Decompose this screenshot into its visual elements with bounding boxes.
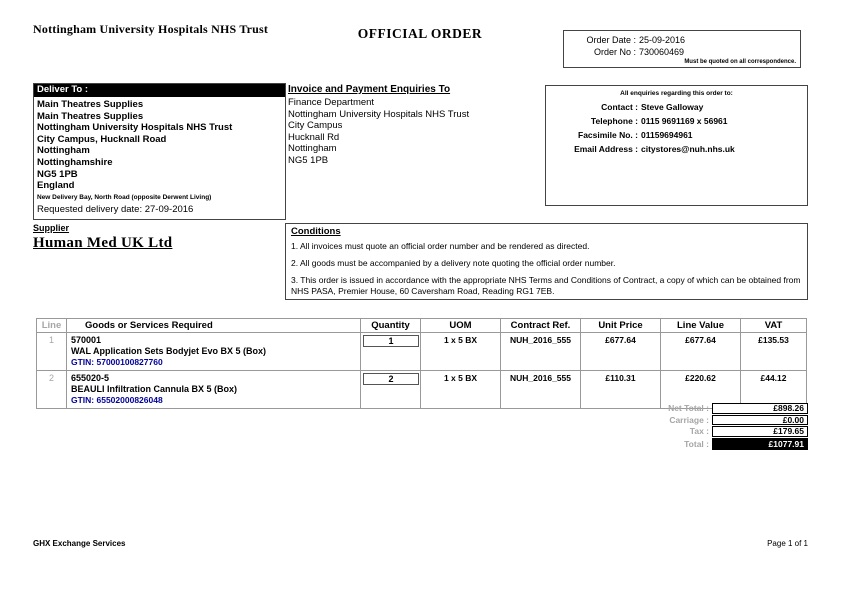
condition-item: 2. All goods must be accompanied by a delivery note quoting the official order number. [291,258,616,268]
condition-item: 1. All invoices must quote an official order number and be rendered as directed. [291,241,590,251]
unit-price-value: £110.31 [581,371,661,409]
carriage-value: £0.00 [712,415,808,426]
unit-price-value: £677.64 [581,333,661,371]
col-header-line-value: Line Value [661,319,741,333]
col-header-contract-ref: Contract Ref. [501,319,581,333]
invoice-enquiries-line: Nottingham [288,143,337,155]
uom-value: 1 x 5 BX [421,333,501,371]
deliver-to-heading: Deliver To : [34,84,285,97]
facsimile-value: 01159694961 [641,130,693,140]
col-header-goods: Goods or Services Required [67,319,361,333]
order-items-table [36,318,807,409]
tax-value: £179.65 [712,426,808,437]
totals-section [645,403,808,451]
order-no-value: 730060469 [639,47,685,57]
carriage-label: Carriage : [669,414,709,425]
telephone-label: Telephone : [590,116,638,126]
deliver-to-line: City Campus, Hucknall Road [37,133,167,145]
invoice-enquiries-section [288,84,540,167]
order-info-box [563,30,801,68]
order-date-label: Order Date : [586,35,636,45]
line-value: £220.62 [661,371,741,409]
deliver-to-line: Nottinghamshire [37,156,113,168]
uom-value: 1 x 5 BX [421,371,501,409]
product-code: 655020-5 [71,373,110,383]
net-total-row [645,403,808,414]
vat-value: £44.12 [741,371,807,409]
col-header-unit-price: Unit Price [581,319,661,333]
product-gtin: GTIN: 57000100827760 [71,357,163,367]
grand-total-label: Total : [684,438,709,449]
quote-note: Must be quoted on all correspondence. [684,59,796,65]
quantity-cell [361,333,421,371]
supplier-section [33,223,172,252]
delivery-location-note: New Delivery Bay, North Road (opposite Derwent Living) [37,193,212,201]
col-header-uom: UOM [421,319,501,333]
col-header-vat: VAT [741,319,807,333]
quantity-value: 2 [363,373,419,385]
line-number: 2 [37,371,67,409]
grand-total-value: £1077.91 [712,438,808,450]
deliver-to-line: Nottingham University Hospitals NHS Trust [37,122,233,134]
deliver-to-line: Main Theatres Supplies [37,110,144,122]
quantity-cell [361,371,421,409]
quantity-value: 1 [363,335,419,347]
page-title: OFFICIAL ORDER [357,26,483,41]
email-value: citystores@nuh.nhs.uk [641,144,735,154]
contract-ref-value: NUH_2016_555 [501,371,581,409]
net-total-label: Net Total : [668,403,709,414]
tax-label: Tax : [689,426,709,437]
requested-delivery-date: Requested delivery date: 27-09-2016 [37,203,194,215]
product-gtin: GTIN: 65502000826048 [71,395,163,405]
col-header-line: Line [37,319,67,333]
deliver-to-line: Nottingham [37,145,90,157]
grand-total-row [645,438,808,450]
supplier-name: Human Med UK Ltd [33,235,173,251]
facsimile-label: Facsimile No. : [578,130,638,140]
table-row [37,333,807,371]
net-total-value: £898.26 [712,403,808,414]
condition-item: 3. This order is issued in accordance with the appropriate NHS Terms and Conditions of Contract, a copy of which can be obtained from NHS PASA, Premier House, 60 Caversham Road, Reading RG1 7EB. [291,275,801,296]
email-label: Email Address : [574,144,638,154]
conditions-heading: Conditions [291,226,341,237]
product-description: WAL Application Sets Bodyjet Evo BX 5 (Box) [71,346,267,356]
carriage-row [645,415,808,426]
conditions-section [285,223,808,300]
deliver-to-line: England [37,180,75,192]
goods-cell [67,333,361,371]
invoice-enquiries-heading: Invoice and Payment Enquiries To [288,84,451,95]
org-name: Nottingham University Hospitals NHS Trust [33,22,269,36]
line-value: £677.64 [661,333,741,371]
order-enquiries-section [545,85,808,206]
deliver-to-line: Main Theatres Supplies [37,99,144,110]
col-header-quantity: Quantity [361,319,421,333]
order-no-label: Order No : [593,47,636,57]
product-description: BEAULI Infiltration Cannula BX 5 (Box) [71,384,238,394]
footer-service-name: GHX Exchange Services [33,539,126,548]
contact-label: Contact : [601,102,638,112]
contract-ref-value: NUH_2016_555 [501,333,581,371]
order-enquiries-heading: All enquiries regarding this order to: [620,90,733,97]
supplier-heading: Supplier [33,223,70,233]
invoice-enquiries-line: City Campus [288,120,343,132]
invoice-enquiries-line: Finance Department [288,97,375,108]
goods-cell [67,371,361,409]
line-number: 1 [37,333,67,371]
tax-row [645,426,808,437]
deliver-to-line: NG5 1PB [37,168,78,180]
order-date-value: 25-09-2016 [639,35,686,45]
vat-value: £135.53 [741,333,807,371]
contact-value: Steve Galloway [641,102,704,112]
invoice-enquiries-line: NG5 1PB [288,154,329,166]
product-code: 570001 [71,335,102,345]
telephone-value: 0115 9691169 x 56961 [641,116,728,126]
deliver-to-section [33,83,286,220]
table-header-row [37,319,807,333]
invoice-enquiries-line: Hucknall Rd [288,131,340,143]
invoice-enquiries-line: Nottingham University Hospitals NHS Trust [288,108,470,120]
page-indicator: Page 1 of 1 [767,539,808,548]
